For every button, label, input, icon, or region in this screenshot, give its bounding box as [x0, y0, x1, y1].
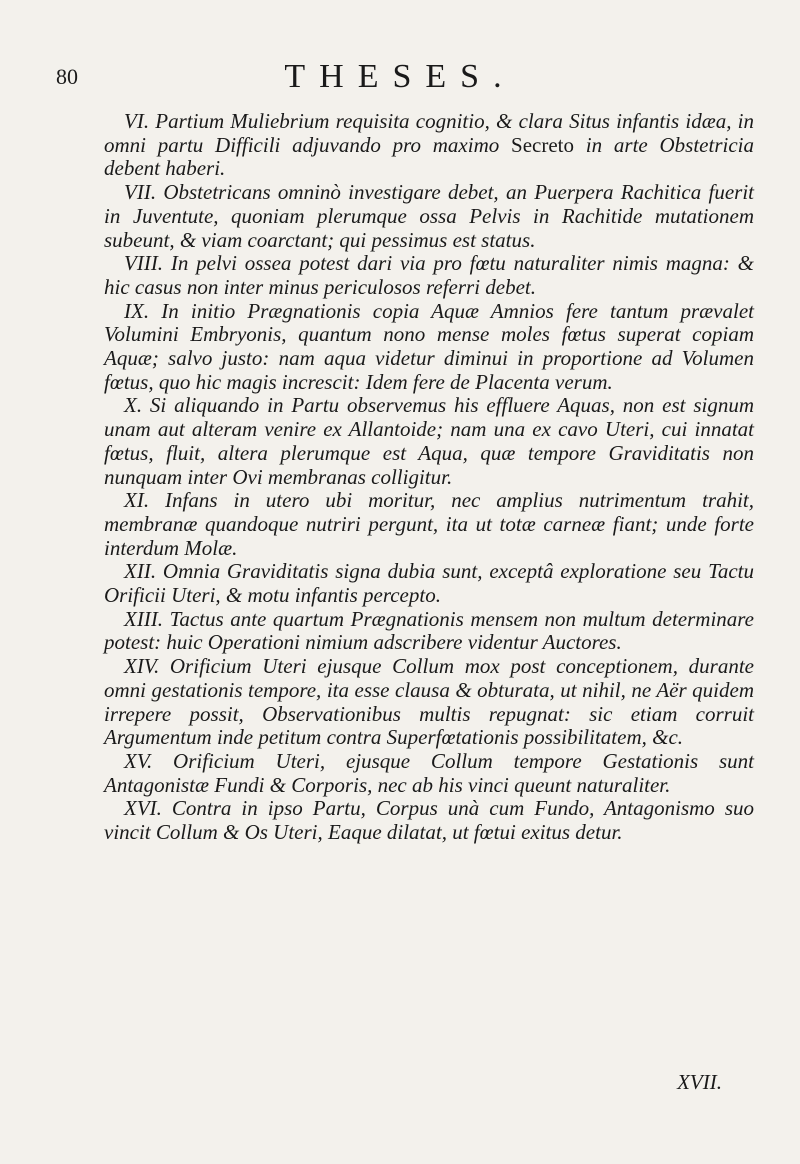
thesis-paragraph: X. Si aliquando in Partu observemus his effluere Aquas, non est signum unam aut alteram venire ex Allantoide; nam una ex cavo Uteri, cui innatat fœtus, fluit, altera plerumque est Aqua, quæ tempore Graviditatis non nunquam inter Ovi membranas colligitur. [104, 393, 754, 489]
theses-text-block [104, 110, 754, 845]
thesis-paragraph: IX. In initio Prægnationis copia Aquæ Amnios fere tantum prævalet Volumini Embryonis, quantum nono mense moles fœtus superat copiam Aquæ; salvo justo: nam aqua videtur diminui in proportione ad Volumen fœtus, quo hic magis increscit: Idem fere de Placenta verum. [104, 298, 754, 394]
thesis-paragraph: XV. Orificium Uteri, ejusque Collum tempore Gestationis sunt Antagonistæ Fundi & Corporis, nec ab his vinci queunt naturaliter. [104, 748, 754, 797]
thesis-text: VI. Partium Muliebrium requisita cognitio, & clara Situs infantis idæa, in omni partu Difficili adjuvando pro maximo [104, 109, 754, 157]
thesis-paragraph: XI. Infans in utero ubi moritur, nec amplius nutrimentum trahit, membranæ quandoque nutriri pergunt, ita ut totæ carneæ fiant; unde forte interdum Molæ. [104, 488, 754, 560]
running-title: THESES. [284, 58, 516, 95]
thesis-paragraph: XII. Omnia Graviditatis signa dubia sunt, exceptâ exploratione seu Tactu Orificii Uteri, & motu infantis percepto. [104, 559, 754, 608]
thesis-roman-word: Secreto [511, 132, 575, 157]
thesis-paragraph: XIII. Tactus ante quartum Prægnationis mensem non multum determinare potest: huic Operationi nimium adscribere videntur Auctores. [104, 606, 754, 655]
page-number: 80 [56, 64, 78, 89]
catchword: XVII. [677, 1070, 722, 1094]
thesis-paragraph: XIV. Orificium Uteri ejusque Collum mox post conceptionem, durante omni gestationis tempore, ita esse clausa & obturata, ut nihil, ne Aër quidem irrepere possit, Observationibus multis repugnat: sic etiam corruit Argumentum inde petitum contra Superfœtationis possibilitatem, &c. [104, 654, 754, 750]
thesis-paragraph: VII. Obstetricans omninò investigare debet, an Puerpera Rachitica fuerit in Juventute, quoniam plerumque ossa Pelvis in Rachitide mutationem subeunt, & viam coarctant; qui pessimus est status. [104, 180, 754, 252]
thesis-paragraph: VIII. In pelvi ossea potest dari via pro fœtu naturaliter nimis magna: & hic casus non inter minus periculosos referri debet. [104, 251, 754, 299]
thesis-text: in arte Obstetricia debent haberi. [104, 132, 754, 181]
thesis-paragraph [104, 110, 754, 181]
thesis-paragraph: XVI. Contra in ipso Partu, Corpus unà cum Fundo, Antagonismo suo vincit Collum & Os Uteri, Eaque dilatat, ut fœtui exitus detur. [104, 796, 754, 845]
